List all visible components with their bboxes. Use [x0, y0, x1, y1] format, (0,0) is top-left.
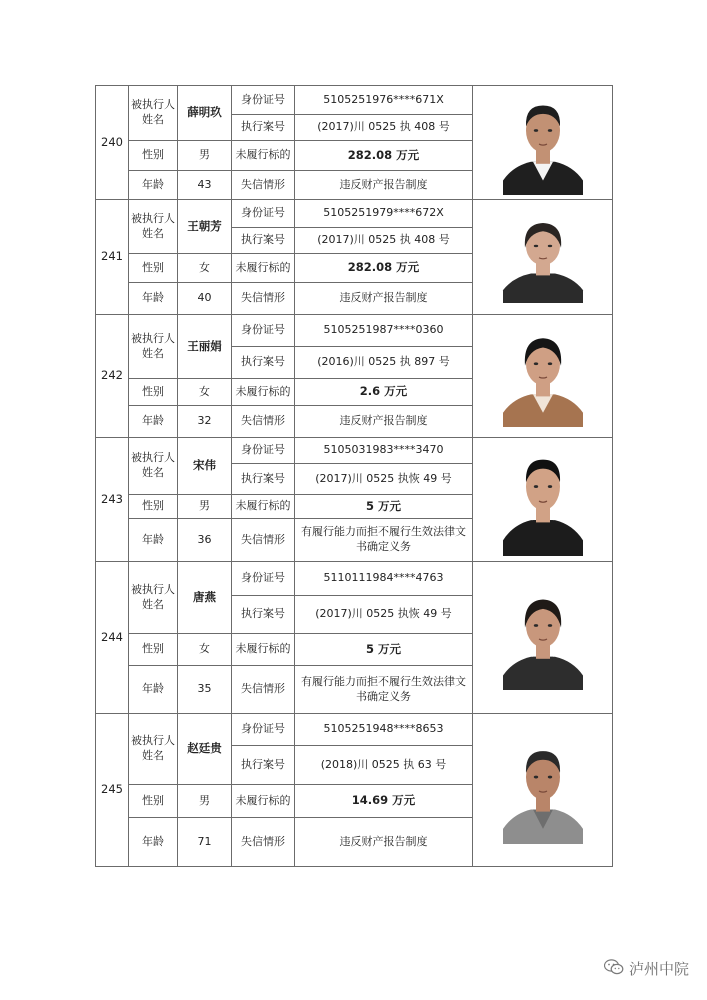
id-number: 5105251976****671X	[295, 86, 473, 115]
gender-value: 女	[178, 254, 232, 283]
unpaid-label: 未履行标的	[232, 495, 295, 519]
photo-cell	[473, 315, 613, 438]
record-number: 245	[96, 714, 129, 867]
table-row	[96, 86, 613, 115]
gender-value: 男	[178, 495, 232, 519]
case-label: 执行案号	[232, 464, 295, 495]
unpaid-amount: 282.08 万元	[295, 141, 473, 171]
case-number: (2017)川 0525 执 408 号	[295, 228, 473, 254]
age-value: 43	[178, 171, 232, 200]
age-label: 年龄	[129, 519, 178, 562]
name-label: 被执行人姓名	[129, 438, 178, 495]
record-number: 244	[96, 562, 129, 714]
name-label: 被执行人姓名	[129, 315, 178, 379]
conduct-label: 失信情形	[232, 406, 295, 438]
case-label: 执行案号	[232, 115, 295, 141]
case-number: (2017)川 0525 执 408 号	[295, 115, 473, 141]
record-number: 243	[96, 438, 129, 562]
wechat-icon	[604, 959, 624, 979]
id-label: 身份证号	[232, 562, 295, 596]
gender-value: 女	[178, 379, 232, 406]
age-label: 年龄	[129, 283, 178, 315]
gender-label: 性别	[129, 495, 178, 519]
unpaid-amount: 5 万元	[295, 634, 473, 666]
id-label: 身份证号	[232, 714, 295, 746]
name-label: 被执行人姓名	[129, 714, 178, 785]
unpaid-label: 未履行标的	[232, 634, 295, 666]
gender-value: 男	[178, 141, 232, 171]
id-label: 身份证号	[232, 438, 295, 464]
gender-label: 性别	[129, 785, 178, 818]
unpaid-amount: 2.6 万元	[295, 379, 473, 406]
person-name: 薛明玖	[178, 86, 232, 141]
conduct-label: 失信情形	[232, 818, 295, 867]
gender-label: 性别	[129, 634, 178, 666]
case-number: (2017)川 0525 执恢 49 号	[295, 596, 473, 634]
record-number: 242	[96, 315, 129, 438]
age-value: 32	[178, 406, 232, 438]
name-label: 被执行人姓名	[129, 86, 178, 141]
record-number: 240	[96, 86, 129, 200]
watermark	[604, 958, 689, 979]
gender-label: 性别	[129, 254, 178, 283]
conduct-label: 失信情形	[232, 519, 295, 562]
watermark-text: 泸州中院	[628, 960, 689, 978]
photo-cell	[473, 438, 613, 562]
case-label: 执行案号	[232, 746, 295, 785]
gender-label: 性别	[129, 379, 178, 406]
portrait-photo	[501, 91, 585, 195]
gender-label: 性别	[129, 141, 178, 171]
id-number: 5105251948****8653	[295, 714, 473, 746]
table-row	[96, 315, 613, 347]
unpaid-amount: 14.69 万元	[295, 785, 473, 818]
id-label: 身份证号	[232, 86, 295, 115]
unpaid-label: 未履行标的	[232, 785, 295, 818]
person-name: 王朝芳	[178, 200, 232, 254]
table-row	[96, 562, 613, 596]
conduct-value: 违反财产报告制度	[295, 406, 473, 438]
conduct-label: 失信情形	[232, 283, 295, 315]
age-value: 36	[178, 519, 232, 562]
age-label: 年龄	[129, 406, 178, 438]
portrait-photo	[501, 444, 585, 556]
age-value: 71	[178, 818, 232, 867]
conduct-value: 有履行能力而拒不履行生效法律文书确定义务	[295, 519, 473, 562]
person-name: 宋伟	[178, 438, 232, 495]
id-label: 身份证号	[232, 200, 295, 228]
person-name: 赵廷贵	[178, 714, 232, 785]
age-value: 35	[178, 666, 232, 714]
record-number: 241	[96, 200, 129, 315]
conduct-label: 失信情形	[232, 171, 295, 200]
person-name: 王丽娟	[178, 315, 232, 379]
portrait-photo	[501, 325, 585, 427]
id-label: 身份证号	[232, 315, 295, 347]
id-number: 5105031983****3470	[295, 438, 473, 464]
age-label: 年龄	[129, 818, 178, 867]
id-number: 5105251979****672X	[295, 200, 473, 228]
unpaid-amount: 5 万元	[295, 495, 473, 519]
table-row	[96, 200, 613, 228]
age-label: 年龄	[129, 666, 178, 714]
conduct-value: 有履行能力而拒不履行生效法律文书确定义务	[295, 666, 473, 714]
unpaid-label: 未履行标的	[232, 379, 295, 406]
case-number: (2017)川 0525 执恢 49 号	[295, 464, 473, 495]
age-value: 40	[178, 283, 232, 315]
gender-value: 女	[178, 634, 232, 666]
unpaid-label: 未履行标的	[232, 141, 295, 171]
case-number: (2018)川 0525 执 63 号	[295, 746, 473, 785]
photo-cell	[473, 200, 613, 315]
portrait-photo	[501, 586, 585, 690]
case-label: 执行案号	[232, 228, 295, 254]
portrait-photo	[501, 736, 585, 844]
unpaid-amount: 282.08 万元	[295, 254, 473, 283]
table-row	[96, 438, 613, 464]
conduct-value: 违反财产报告制度	[295, 283, 473, 315]
age-label: 年龄	[129, 171, 178, 200]
conduct-value: 违反财产报告制度	[295, 171, 473, 200]
id-number: 5105251987****0360	[295, 315, 473, 347]
photo-cell	[473, 86, 613, 200]
conduct-label: 失信情形	[232, 666, 295, 714]
id-number: 5110111984****4763	[295, 562, 473, 596]
name-label: 被执行人姓名	[129, 562, 178, 634]
name-label: 被执行人姓名	[129, 200, 178, 254]
case-number: (2016)川 0525 执 897 号	[295, 347, 473, 379]
case-label: 执行案号	[232, 347, 295, 379]
case-label: 执行案号	[232, 596, 295, 634]
table-row	[96, 714, 613, 746]
photo-cell	[473, 562, 613, 714]
gender-value: 男	[178, 785, 232, 818]
portrait-photo	[501, 211, 585, 303]
dishonest-persons-table	[95, 85, 613, 867]
person-name: 唐燕	[178, 562, 232, 634]
photo-cell	[473, 714, 613, 867]
unpaid-label: 未履行标的	[232, 254, 295, 283]
conduct-value: 违反财产报告制度	[295, 818, 473, 867]
